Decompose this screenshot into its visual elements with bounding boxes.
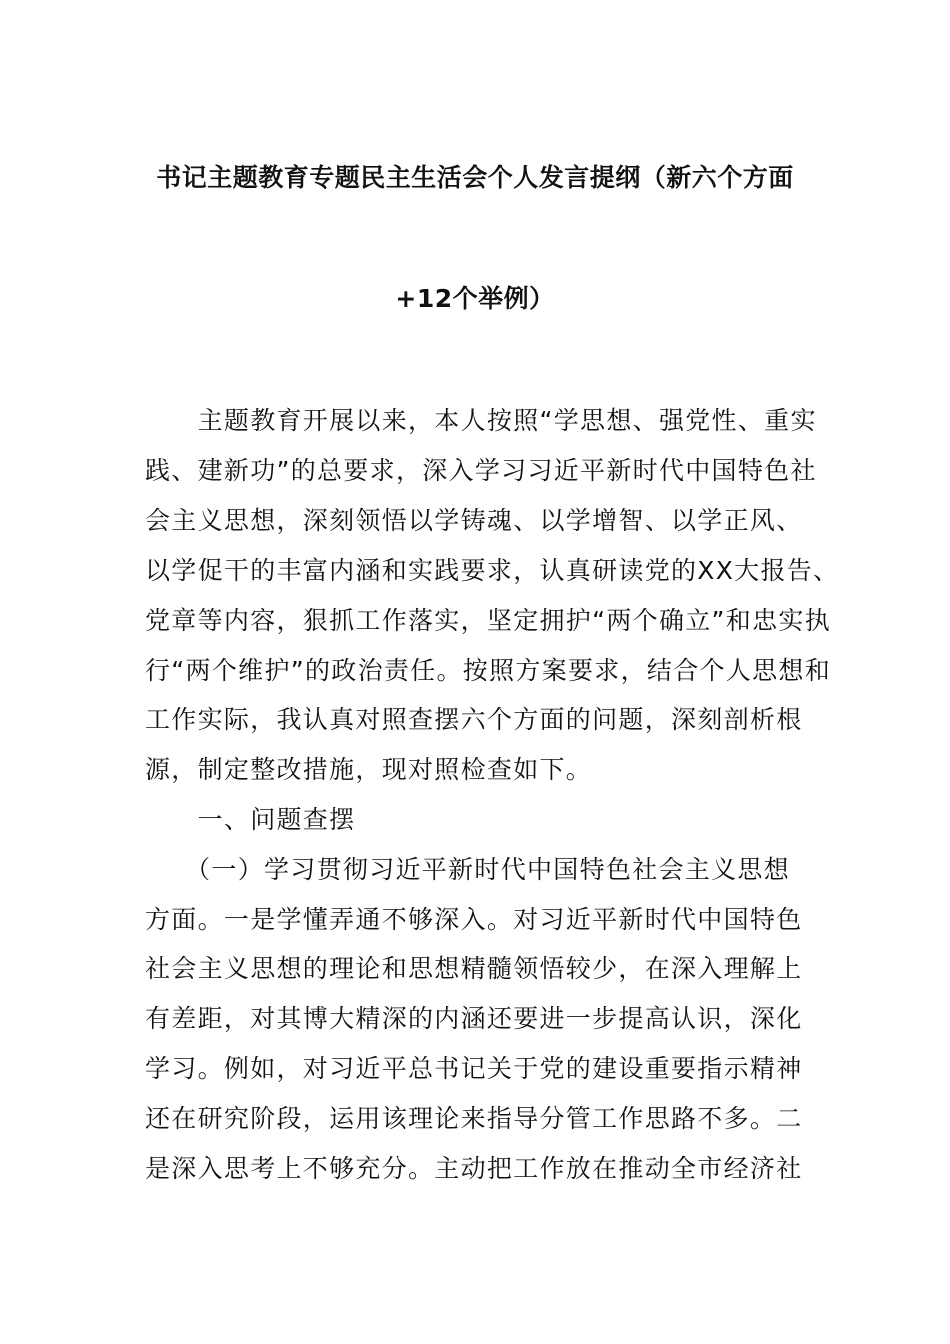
- body-line-16: 是深入思考上不够充分。主动把工作放在推动全市经济社: [145, 1154, 803, 1183]
- body-line-6: 行“两个维护”的政治责任。按照方案要求，结合个人思想和: [145, 656, 832, 685]
- document-title-line-1: 书记主题教育专题民主生活会个人发言提纲（新六个方面: [156, 163, 794, 192]
- document-title-line-2: +12个举例）: [395, 284, 555, 313]
- body-line-4: 以学促干的丰富内涵和实践要求，认真研读党的XX大报告、: [145, 556, 840, 585]
- body-line-14: 学习。例如，对习近平总书记关于党的建设重要指示精神: [145, 1054, 803, 1083]
- body-line-3: 会主义思想，深刻领悟以学铸魂、以学增智、以学正风、: [145, 506, 803, 535]
- body-line-7: 工作实际，我认真对照查摆六个方面的问题，深刻剖析根: [145, 705, 803, 734]
- body-line-13: 有差距，对其博大精深的内涵还要进一步提高认识，深化: [145, 1004, 803, 1033]
- body-line-1: 主题教育开展以来，本人按照“学思想、强党性、重实: [145, 406, 817, 435]
- section-heading: 一、问题查摆: [145, 805, 356, 834]
- body-line-5: 党章等内容，狠抓工作落实，坚定拥护“两个确立”和忠实执: [145, 606, 832, 635]
- body-line-15: 还在研究阶段，运用该理论来指导分管工作思路不多。二: [145, 1104, 803, 1133]
- body-line-2: 践、建新功”的总要求，深入学习习近平新时代中国特色社: [145, 456, 817, 485]
- body-line-10: （一）学习贯彻习近平新时代中国特色社会主义思想: [145, 855, 791, 884]
- body-line-8: 源，制定整改措施，现对照检查如下。: [145, 755, 593, 784]
- body-line-11: 方面。一是学懂弄通不够深入。对习近平新时代中国特色: [145, 905, 803, 934]
- body-line-12: 社会主义思想的理论和思想精髓领悟较少，在深入理解上: [145, 954, 803, 983]
